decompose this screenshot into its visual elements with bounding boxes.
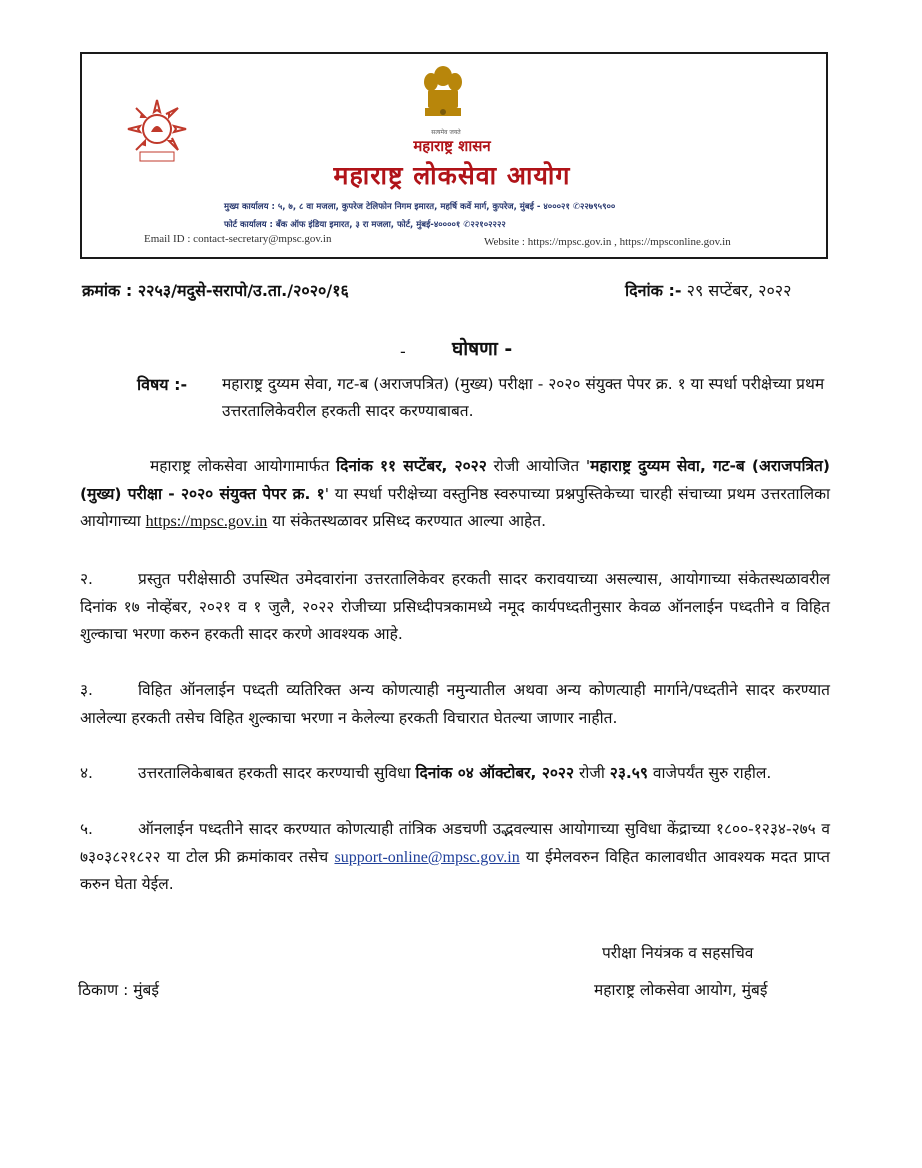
paragraph-5: ५. ऑनलाईन पध्दतीने सादर करण्यात कोणत्याही तांत्रिक अडचणी उद्भवल्यास आयोगाच्या सुविधा केंद्राच्या १८००-१२३४-२७५ व ७३०३८२१८२२ या टोल फ्री क्रमांकावर तसेच support-online@mpsc.gov.in या ईमेलवरुन विहित कालावधीत आवश्यक मदत प्राप्त करुन घेता येईल. xyxy=(80,816,830,899)
support-email-link[interactable]: support-online@mpsc.gov.in xyxy=(334,848,520,866)
date-value: २९ सप्टेंबर, २०२२ xyxy=(686,281,792,300)
letterhead xyxy=(80,52,828,259)
paragraph-number: २. xyxy=(80,570,93,588)
paragraph-2: २. प्रस्तुत परीक्षेसाठी उपस्थित उमेदवारांना उत्तरतालिकेवर हरकती सादर करावयाच्या असल्यास, आयोगाच्या संकेतस्थळावरील दिनांक १७ नोव्हेंबर, २०२१ व १ जुलै, २०२२ रोजीच्या प्रसिध्दीपत्रकामध्ये नमूद कार्यपध्दतीनुसार केवळ ऑनलाईन पध्दतीने व विहित शुल्काचा भरणा करुन हरकती सादर करणे आवश्यक आहे. xyxy=(80,566,830,649)
main-office-address: मुख्य कार्यालय : ५, ७, ८ वा मजला, कुपरेज टेलिफोन निगम इमारत, महर्षि कर्वे मार्ग, कुपरेज, मुंबई - ४०००२१ ✆२२७९५९०० xyxy=(224,202,616,212)
paragraph-3: ३. विहित ऑनलाईन पध्दती व्यतिरिक्त अन्य कोणत्याही नमुन्यातील अथवा अन्य कोणत्याही मार्गाने/पध्दतीने सादर करण्यात आलेल्या हरकती तसेच विहित शुल्काचा भरणा न केलेल्या हरकती विचारात घेतल्या जाणार नाहीत. xyxy=(80,677,830,732)
signatory-organisation: महाराष्ट्र लोकसेवा आयोग, मुंबई xyxy=(594,981,768,999)
paragraph-number: ४. xyxy=(80,764,93,782)
commission-title: महाराष्ट्र लोकसेवा आयोग xyxy=(333,161,571,190)
heading-dash: - xyxy=(400,342,406,361)
subject-label: विषय :- xyxy=(137,375,188,394)
signatory-title: परीक्षा नियंत्रक व सहसचिव xyxy=(602,944,754,962)
subject-text: महाराष्ट्र दुय्यम सेवा, गट-ब (अराजपत्रित) (मुख्य) परीक्षा - २०२० संयुक्त पेपर क्र. १ या स्पर्धा परीक्षेच्या प्रथम उत्तरतालिकेवरील हरकती सादर करण्याबाबत. xyxy=(222,375,825,420)
paragraph-1: महाराष्ट्र लोकसेवा आयोगामार्फत दिनांक ११ सप्टेंबर, २०२२ रोजी आयोजित 'महाराष्ट्र दुय्यम सेवा, गट-ब (अराजपत्रित) (मुख्य) परीक्षा - २०२० संयुक्त पेपर क्र. १' या स्पर्धा परीक्षेच्या वस्तुनिष्ठ स्वरुपाच्या प्रश्नपुस्तिकेच्या चारही संचाच्या प्रथम उत्तरतालिका आयोगाच्या https://mpsc.gov.in या संकेतस्थळावर प्रसिध्द करण्यात आल्या आहेत. xyxy=(80,457,831,530)
paragraph-number: ५. xyxy=(80,820,93,838)
government-title: महाराष्ट्र शासन xyxy=(413,137,491,155)
emblem-motto: सत्यमेव जयते xyxy=(431,129,461,136)
paragraph-number: ३. xyxy=(80,681,93,699)
paragraph-4: ४. उत्तरतालिकेबाबत हरकती सादर करण्याची सुविधा दिनांक ०४ ऑक्टोबर, २०२२ रोजी २३.५९ वाजेपर्यंत सुरु राहील. xyxy=(80,760,830,788)
page-title: घोषणा - xyxy=(452,338,513,360)
place-label: ठिकाण : मुंबई xyxy=(78,981,159,999)
mpsc-website-link[interactable]: https://mpsc.gov.in xyxy=(145,513,268,530)
fort-office-address: फोर्ट कार्यालय : बँक ऑफ इंडिया इमारत, ३ रा मजला, फोर्ट, मुंबई-४००००१ ✆२२१०२२२२ xyxy=(224,220,506,230)
mpsc-logo-icon xyxy=(122,94,192,174)
contact-email: Email ID : contact-secretary@mpsc.gov.in xyxy=(144,233,332,245)
contact-website: Website : https://mpsc.gov.in , https://mpsconline.gov.in xyxy=(484,236,731,248)
reference-number: क्रमांक : २२५३/मदुसे-सरापो/उ.ता./२०२०/१६ xyxy=(82,281,349,300)
reference-date xyxy=(625,277,791,304)
date-label: दिनांक :- xyxy=(625,281,682,300)
